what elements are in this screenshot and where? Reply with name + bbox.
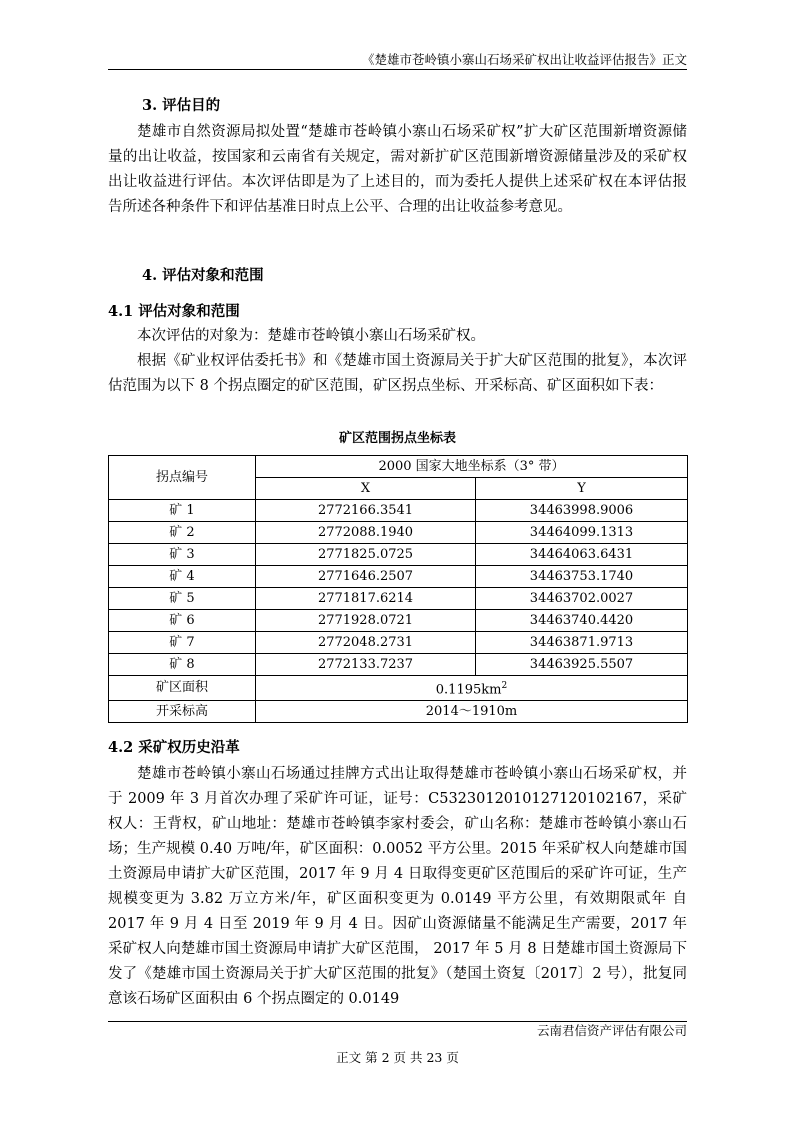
section-4-2-body (108, 762, 687, 1012)
x-coordinate: 2772166.3541 (256, 500, 476, 522)
x-coordinate: 2772048.2731 (256, 632, 476, 654)
history-paragraph: 楚雄市苍岭镇小寨山石场通过挂牌方式出让取得楚雄市苍岭镇小寨山石场采矿权，并于 2009 年 3 月首次办理了采矿许可证，证号：C5323012010127120102167，采矿权人：王背权，矿山地址：楚雄市苍岭镇李家村委会，矿山名称：楚雄市苍岭镇小寨山石场；生产规模 0.40 万吨/年，矿区面积：0.0052 平方公里。2015 年采矿权人向楚雄市国土资源局申请扩大矿区范围，2017 年 9 月 4 日取得变更矿区范围后的采矿许可证，生产规模变更为 3.82 万立方米/年，矿区面积变更为 0.0149 平方公里，有效期限贰年 自 2017 年 9 月 4 日至 2019 年 9 月 4 日。因矿山资源储量不能满足生产需要，2017 年采矿权人向楚雄市国土资源局申请扩大矿区范围， 2017 年 5 月 8 日楚雄市国土资源局下发了《楚雄市国土资源局关于扩大矿区范围的批复》（楚国土资复〔2017〕2 号），批复同意该石场矿区面积由 6 个拐点圈定的 0.0149 (108, 766, 687, 1007)
y-coordinate: 34463753.1740 (476, 566, 688, 588)
point-id: 矿 5 (109, 588, 256, 610)
table-row (109, 500, 688, 522)
section-4-2-heading: 4.2 采矿权历史沿革 (108, 739, 240, 756)
header-point-id: 拐点编号 (109, 456, 256, 500)
table-row (109, 566, 688, 588)
point-id: 矿 7 (109, 632, 256, 654)
elevation-label: 开采标高 (109, 701, 256, 723)
running-header: 《楚雄市苍岭镇小寨山石场采矿权出让收益评估报告》正文 (361, 52, 687, 67)
coordinates-table (108, 455, 688, 723)
x-coordinate: 2771825.0725 (256, 544, 476, 566)
area-label: 矿区面积 (109, 676, 256, 701)
elevation-row (109, 701, 688, 723)
y-coordinate: 34464099.1313 (476, 522, 688, 544)
header-x: X (256, 478, 476, 500)
footer-rule (108, 1021, 687, 1022)
scope-paragraph: 根据《矿业权评估委托书》和《楚雄市国土资源局关于扩大矿区范围的批复》，本次评估范围为以下 8 个拐点圈定的矿区范围，矿区拐点坐标、开采标高、矿区面积如下表： (108, 353, 687, 394)
y-coordinate: 34464063.6431 (476, 544, 688, 566)
y-coordinate: 34463998.9006 (476, 500, 688, 522)
point-id: 矿 4 (109, 566, 256, 588)
section-4-heading: 4. 评估对象和范围 (142, 267, 264, 284)
point-id: 矿 3 (109, 544, 256, 566)
table-row (109, 610, 688, 632)
area-row (109, 676, 688, 701)
y-coordinate: 34463925.5507 (476, 654, 688, 676)
x-coordinate: 2771817.6214 (256, 588, 476, 610)
area-unit-superscript: 2 (501, 681, 508, 691)
y-coordinate: 34463702.0027 (476, 588, 688, 610)
x-coordinate: 2771646.2507 (256, 566, 476, 588)
point-id: 矿 8 (109, 654, 256, 676)
object-paragraph: 本次评估的对象为：楚雄市苍岭镇小寨山石场采矿权。 (137, 328, 485, 344)
area-value-cell (256, 676, 688, 701)
point-id: 矿 2 (109, 522, 256, 544)
table-row (109, 588, 688, 610)
table-row (109, 522, 688, 544)
section-3-paragraph: 楚雄市自然资源局拟处置“楚雄市苍岭镇小寨山石场采矿权”扩大矿区范围新增资源储量的出让收益，按国家和云南省有关规定，需对新扩矿区范围新增资源储量涉及的采矿权出让收益进行评估。本次评估即是为了上述目的，而为委托人提供上述采矿权在本评估报告所述各种条件下和评估基准日时点上公平、合理的出让收益参考意见。 (108, 124, 687, 215)
page-number: 正文 第 2 页 共 23 页 (336, 1050, 459, 1065)
area-value: 0.1195km (435, 682, 502, 698)
section-3-body (108, 120, 687, 220)
y-coordinate: 34463871.9713 (476, 632, 688, 654)
x-coordinate: 2772088.1940 (256, 522, 476, 544)
table-title: 矿区范围拐点坐标表 (338, 431, 456, 446)
x-coordinate: 2772133.7237 (256, 654, 476, 676)
company-name: 云南君信资产评估有限公司 (536, 1023, 687, 1038)
point-id: 矿 6 (109, 610, 256, 632)
header-rule (108, 69, 687, 70)
header-coordinate-system: 2000 国家大地坐标系（3° 带） (256, 456, 688, 478)
table-row (109, 654, 688, 676)
table-row (109, 544, 688, 566)
section-3-heading: 3. 评估目的 (142, 97, 221, 114)
y-coordinate: 34463740.4420 (476, 610, 688, 632)
table-row (109, 632, 688, 654)
header-y: Y (476, 478, 688, 500)
x-coordinate: 2771928.0721 (256, 610, 476, 632)
point-id: 矿 1 (109, 500, 256, 522)
section-4-1-body (108, 324, 687, 399)
section-4-1-heading: 4.1 评估对象和范围 (108, 303, 240, 320)
elevation-value: 2014～1910m (256, 701, 688, 723)
